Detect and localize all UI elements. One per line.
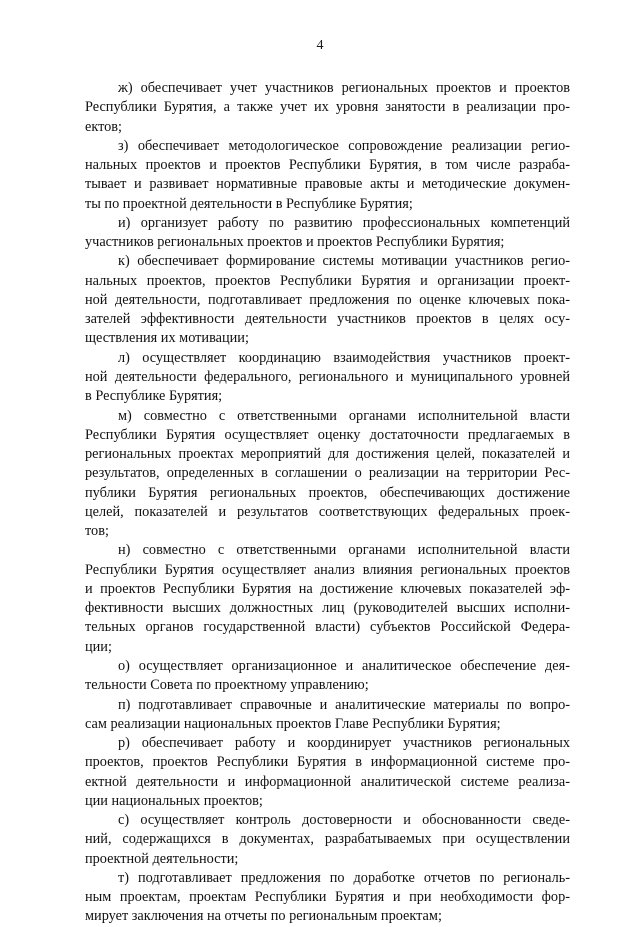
text-line: к) обеспечивает формирование системы мотивации участников регио- — [118, 253, 570, 270]
text-line: тельности Совета по проектному управлению; — [85, 677, 369, 694]
text-line: ции национальных проектов; — [85, 792, 263, 809]
text-line: мирует заключения на отчеты по региональным проектам; — [85, 908, 442, 925]
text-line: проектной деятельности; — [85, 850, 239, 867]
document-body — [85, 79, 570, 927]
text-line: участников региональных проектов и проектов Республики Бурятия; — [85, 234, 505, 251]
text-line: л) осуществляет координацию взаимодействия участников проект- — [118, 349, 570, 366]
text-line: тывает и развивает нормативные правовые акты и методические докумен- — [85, 176, 570, 193]
text-line: о) осуществляет организационное и аналитическое обеспечение дея- — [118, 657, 570, 674]
text-line: Республики Бурятия осуществляет анализ влияния региональных проектов — [85, 561, 570, 578]
text-line: нальных проектов, проектов Республики Бурятия и организации проект- — [85, 272, 570, 289]
text-line: ний, содержащихся в документах, разрабатываемых при осуществлении — [85, 831, 570, 848]
text-line: ектов; — [85, 118, 123, 135]
text-line: т) подготавливает предложения по доработке отчетов по региональ- — [118, 869, 570, 886]
paragraph — [85, 869, 570, 927]
paragraph — [85, 214, 570, 253]
text-line: зателей эффективности деятельности участников проектов в целях осу- — [85, 311, 570, 328]
text-line: н) совместно с ответственными органами исполнительной власти — [118, 542, 570, 559]
text-line: сам реализации национальных проектов Главе Республики Бурятия; — [85, 715, 501, 732]
paragraph — [85, 696, 570, 735]
text-line: в Республике Бурятия; — [85, 388, 223, 405]
text-line: ной деятельности федерального, регионального и муниципального уровней — [85, 368, 570, 385]
text-line: ным проектам, проектам Республики Бурятия и при необходимости фор- — [85, 889, 570, 906]
text-line: нальных проектов и проектов Республики Бурятия, в том числе разраба- — [85, 157, 570, 174]
text-line: тов; — [85, 523, 109, 540]
paragraph — [85, 811, 570, 869]
text-line: целей, показателей и результатов соответствующих федеральных проек- — [85, 503, 570, 520]
page-number: 4 — [316, 38, 324, 53]
text-line: м) совместно с ответственными органами исполнительной власти — [118, 407, 570, 424]
text-line: ной деятельности, подготавливает предложения по оценке ключевых пока- — [85, 291, 570, 308]
paragraph — [85, 734, 570, 811]
text-line: р) обеспечивает работу и координирует участников региональных — [118, 735, 570, 752]
text-line: ектной деятельности и информационной аналитической системе реализа- — [85, 773, 570, 790]
text-line: с) осуществляет контроль достоверности и обоснованности сведе- — [118, 812, 570, 829]
text-line: Республики Бурятия осуществляет оценку достаточности предлагаемых в — [85, 426, 570, 443]
text-line: результатов, определенных в соглашении о реализации на территории Рес- — [85, 465, 570, 482]
paragraph — [85, 349, 570, 407]
text-line: тельных органов государственной власти) субъектов Российской Федера- — [85, 619, 570, 636]
text-line: ж) обеспечивает учет участников региональных проектов и проектов — [118, 80, 570, 96]
text-line: региональных проектах мероприятий для достижения целей, показателей и — [85, 446, 570, 463]
paragraph — [85, 541, 570, 657]
paragraph — [85, 407, 570, 542]
text-line: и проектов Республики Бурятия на достижение ключевых показателей эф- — [85, 580, 570, 597]
text-line: ции; — [85, 638, 112, 655]
paragraph — [85, 79, 570, 137]
text-line: Республики Бурятия, а также учет их уровня занятости в реализации про- — [85, 99, 570, 116]
paragraph — [85, 137, 570, 214]
text-line: проектов, проектов Республики Бурятия в информационной системе про- — [85, 754, 570, 771]
text-line: з) обеспечивает методологическое сопровождение реализации регио- — [118, 137, 570, 154]
paragraph — [85, 657, 570, 696]
text-line: публики Бурятия региональных проектов, обеспечивающих достижение — [85, 484, 570, 501]
text-line: фективности высших должностных лиц (руководителей высших исполни- — [85, 600, 570, 617]
text-line: п) подготавливает справочные и аналитические материалы по вопро- — [118, 696, 570, 713]
paragraph — [85, 252, 570, 348]
text-line: и) организует работу по развитию профессиональных компетенций — [118, 214, 570, 231]
text-line: ты по проектной деятельности в Республике Бурятия; — [85, 195, 413, 212]
text-line: ществления их мотивации; — [85, 330, 249, 347]
